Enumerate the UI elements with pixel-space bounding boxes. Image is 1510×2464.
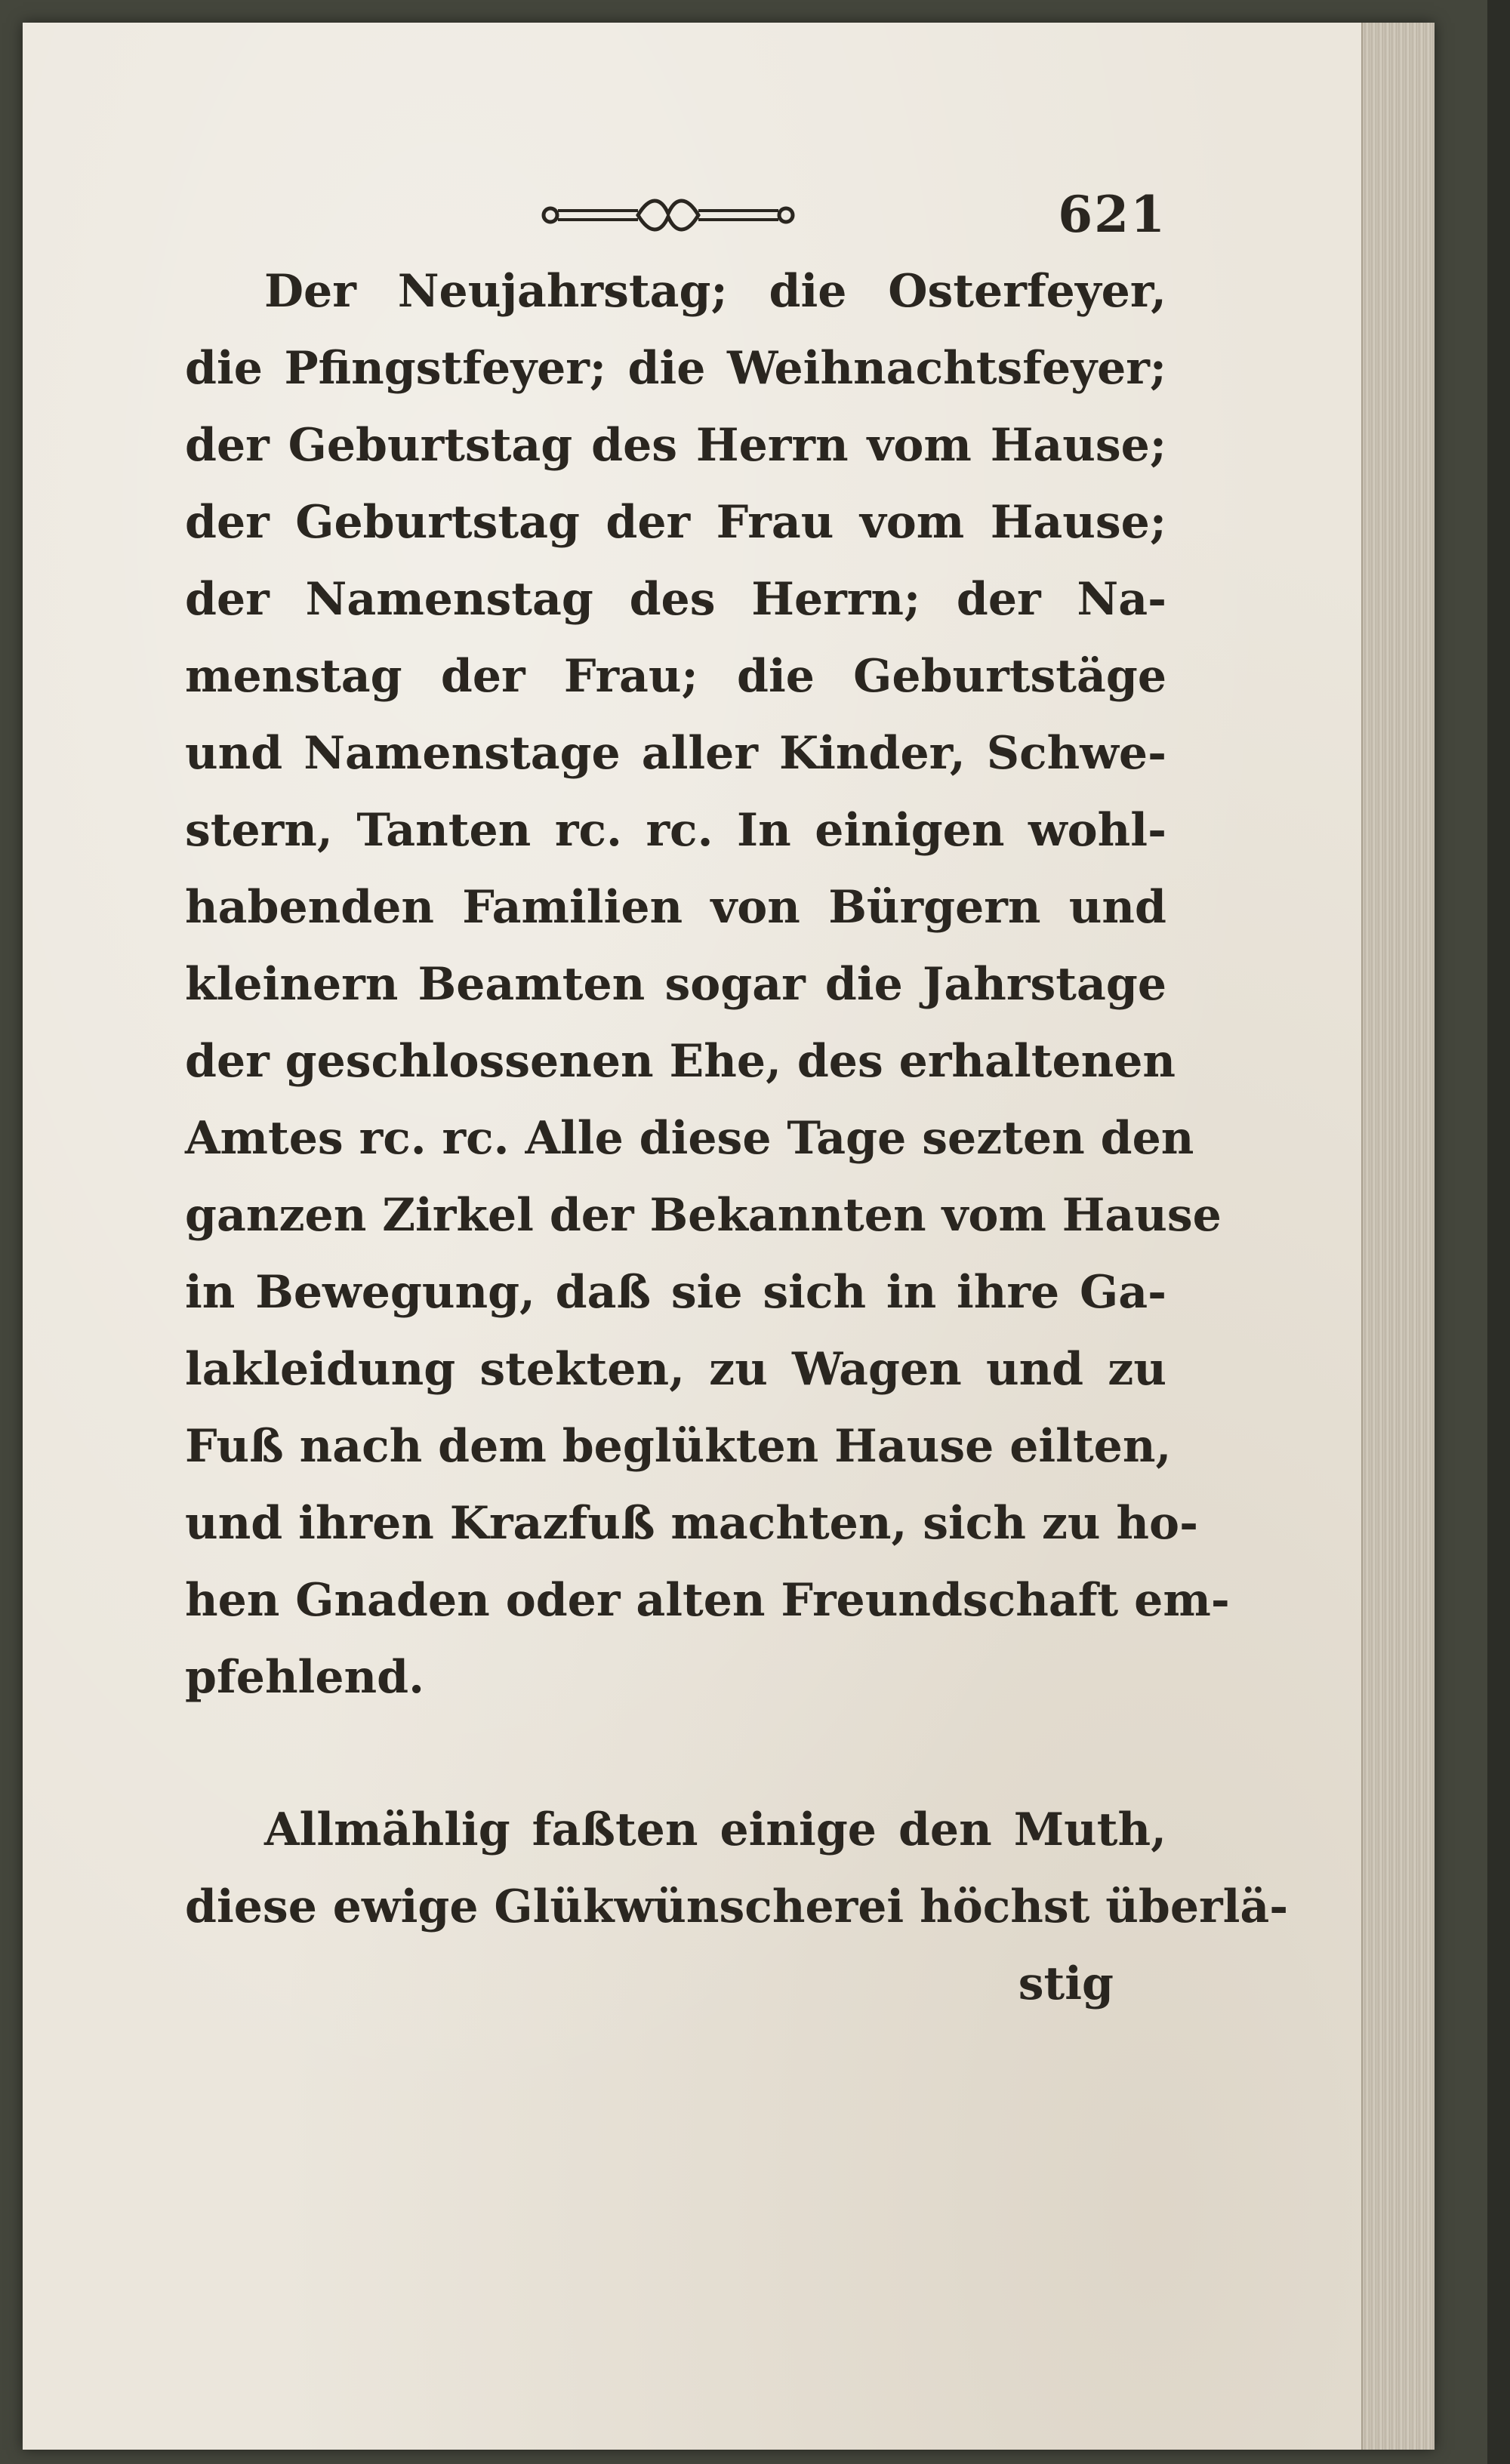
text-line: und Namenstage aller Kinder, Schwe- [185, 727, 1166, 780]
text-block [185, 185, 1289, 2022]
text-line: habenden Familien von Bürgern und [185, 881, 1166, 934]
text-line: kleinern Beamten sogar die Jahrstage [185, 958, 1166, 1011]
text-line: menstag der Frau; die Geburtstäge [185, 650, 1166, 703]
text-line: der Namenstag des Herrn; der Na- [185, 573, 1166, 626]
page-number: 621 [1058, 185, 1166, 244]
text-line: in Bewegung, daß sie sich in ihre Ga- [185, 1266, 1166, 1319]
text-line: pfehlend. [185, 1651, 424, 1704]
catchword: stig [1018, 1957, 1114, 2010]
text-line: lakleidung stekten, zu Wagen und zu [185, 1343, 1166, 1396]
text-line: hen Gnaden oder alten Freundschaft em- [185, 1574, 1230, 1627]
text-line: der Geburtstag des Herrn vom Hause; [185, 419, 1166, 472]
text-line: der geschlossenen Ehe, des erhaltenen [185, 1035, 1176, 1088]
text-line: Amtes rc. rc. Alle diese Tage sezten den [185, 1112, 1194, 1165]
text-line: Fuß nach dem beglükten Hause eilten, [185, 1420, 1172, 1473]
book-cover-edge [1487, 0, 1510, 2464]
text-line: stern, Tanten rc. rc. In einigen wohl- [185, 804, 1166, 857]
paragraph-gap [185, 1716, 1166, 1791]
paragraph-1 [185, 253, 1230, 1716]
text-line: diese ewige Glükwünscherei höchst überlä- [185, 1880, 1289, 1933]
text-line: ganzen Zirkel der Bekannten vom Hause [185, 1189, 1222, 1242]
paragraph-2 [185, 1791, 1289, 1945]
text-line: und ihren Krazfuß machten, sich zu ho- [185, 1497, 1198, 1550]
text-line: Der Neujahrstag; die Osterfeyer, [264, 265, 1166, 318]
text-line: Allmählig faßten einige den Muth, [264, 1803, 1166, 1856]
page-header [185, 185, 1166, 253]
text-line: der Geburtstag der Frau vom Hause; [185, 496, 1166, 549]
header-ornament-icon [540, 192, 797, 238]
text-line: die Pfingstfeyer; die Weihnachtsfeyer; [185, 342, 1166, 395]
page-edge-stack [1361, 23, 1434, 2450]
book-page [23, 23, 1434, 2450]
